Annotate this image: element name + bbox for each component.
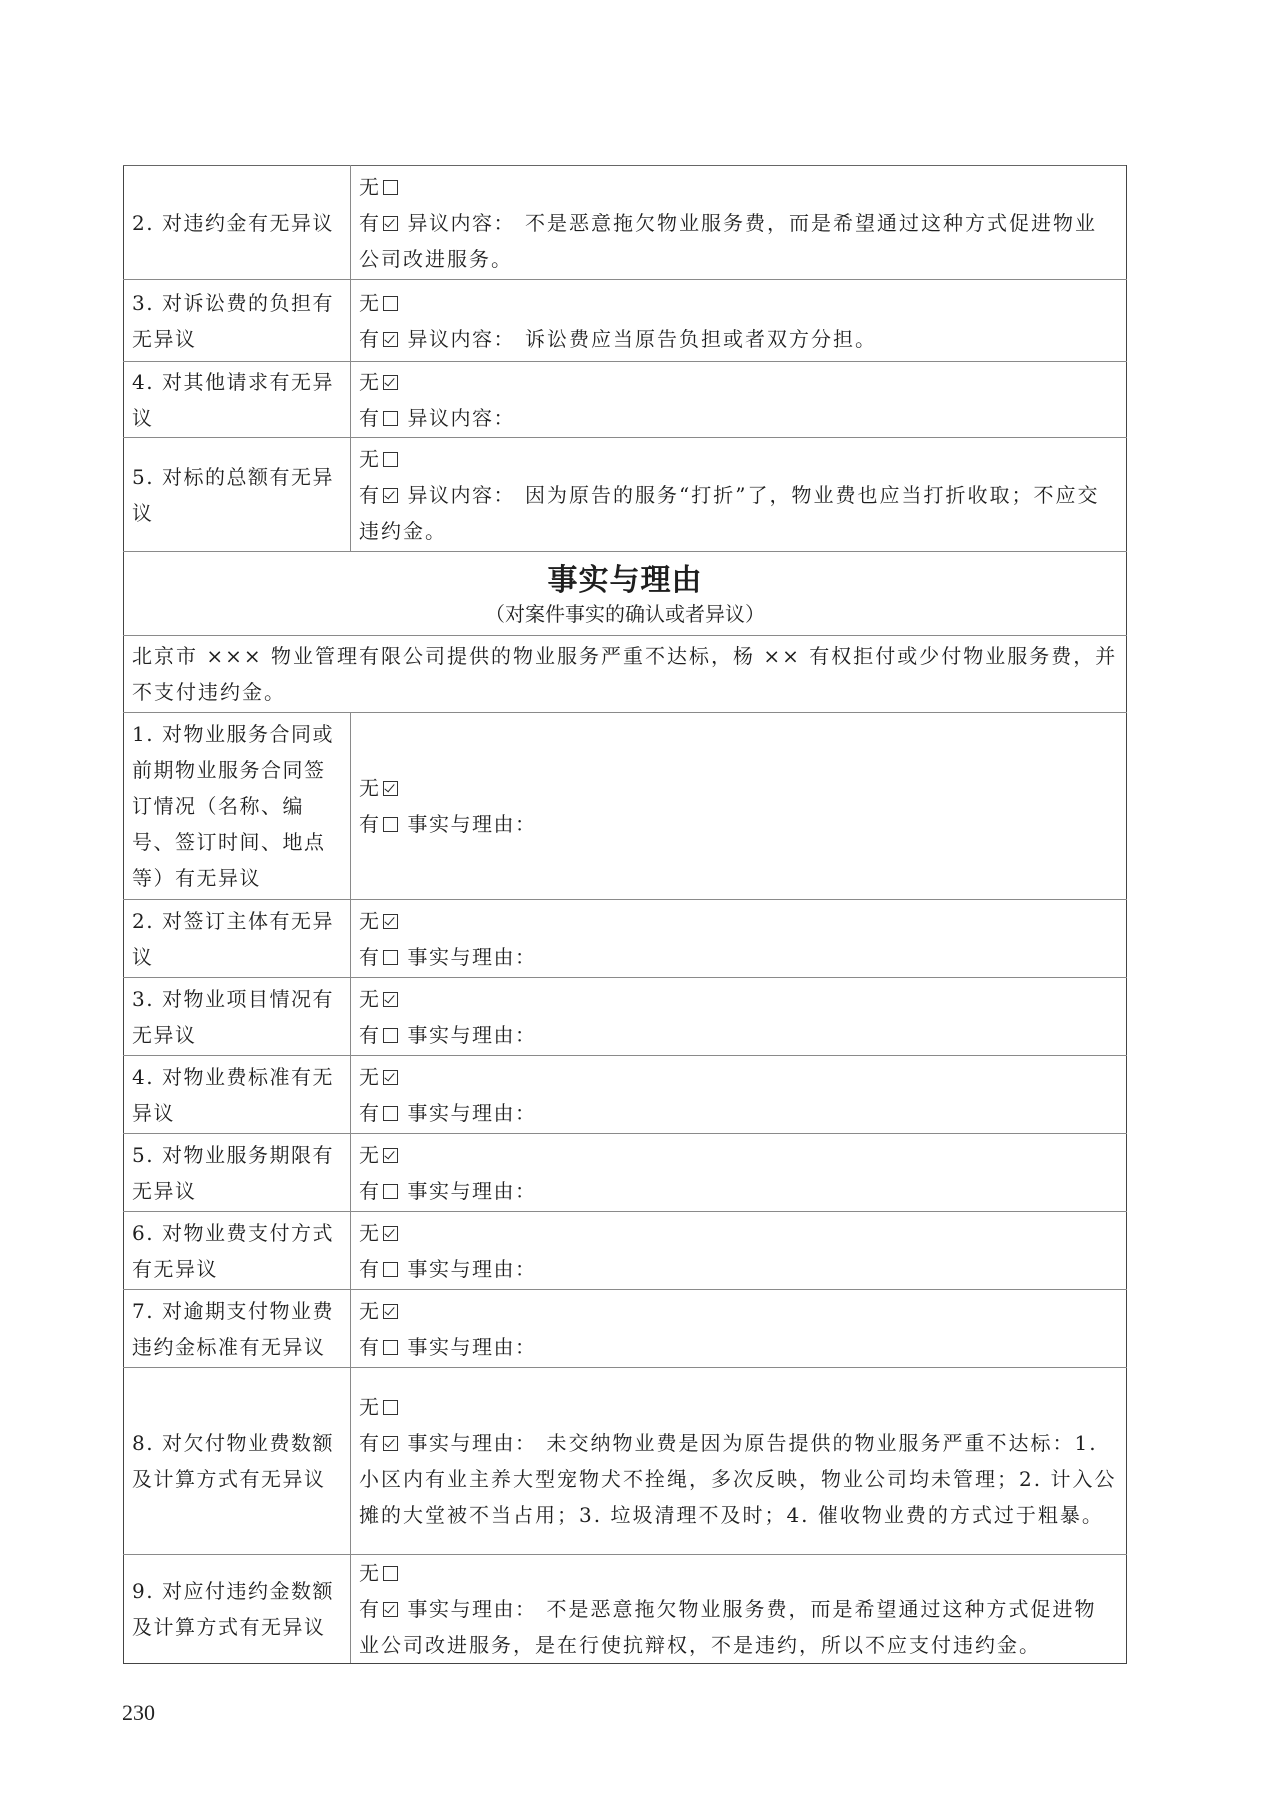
- facts-reasons-label: 事实与理由：: [407, 1256, 537, 1281]
- objection-content-label: 异议内容：: [407, 210, 515, 235]
- option-yes-label: 有: [359, 1597, 381, 1621]
- answer-cell: [351, 1056, 1127, 1134]
- option-yes: [359, 1251, 1118, 1287]
- option-yes: [359, 1425, 1118, 1533]
- fact-row-payment-method: [124, 1212, 1127, 1290]
- option-no-label: 无: [359, 1395, 381, 1419]
- fact-row-contract: [124, 713, 1127, 900]
- option-yes: [359, 1173, 1118, 1209]
- answer-cell: [351, 166, 1127, 280]
- answer-cell: [351, 438, 1127, 552]
- option-no: [359, 1215, 1118, 1251]
- facts-detail: 不是恶意拖欠物业服务费，而是希望通过这种方式促进物业公司改进服务，是在行使抗辩权，不是违约，所以不应支付违约金。: [359, 1597, 1097, 1657]
- option-yes-label: 有: [359, 1334, 381, 1359]
- checkbox-yes[interactable]: [383, 1028, 398, 1043]
- section-header: [124, 552, 1127, 636]
- checkbox-no[interactable]: [383, 1148, 398, 1163]
- answer-cell: [351, 1555, 1127, 1664]
- option-no-label: 无: [359, 776, 381, 800]
- objection-detail: 因为原告的服务“打折”了，物业费也应当打折收取；不应交违约金。: [359, 482, 1100, 543]
- option-yes-label: 有: [359, 482, 381, 507]
- question-cell: 3. 对诉讼费的负担有无异议: [124, 280, 351, 362]
- option-no: [359, 1293, 1118, 1329]
- answer-cell: [351, 713, 1127, 900]
- checkbox-yes[interactable]: [383, 216, 398, 231]
- option-yes: [359, 400, 1118, 436]
- facts-reasons-label: 事实与理由：: [407, 1597, 537, 1621]
- question-cell: 3. 对物业项目情况有无异议: [124, 978, 351, 1056]
- option-no: [359, 1555, 1118, 1591]
- answer-cell: [351, 1368, 1127, 1555]
- facts-reasons-label: 事实与理由：: [407, 812, 537, 836]
- option-yes-label: 有: [359, 1178, 381, 1203]
- fact-row-penalty-amount: [124, 1555, 1127, 1664]
- section-subtitle: （对案件事实的确认或者异议）: [485, 601, 765, 626]
- facts-statement: 北京市 ××× 物业管理有限公司提供的物业服务严重不达标，杨 ×× 有权拒付或少付物业服务费，并不支付违约金。: [124, 636, 1127, 713]
- objection-row-total-amount: [124, 438, 1127, 552]
- option-no: [359, 1389, 1118, 1425]
- option-no: [359, 1137, 1118, 1173]
- option-yes: [359, 806, 1118, 842]
- statement-row: [124, 636, 1127, 713]
- checkbox-yes[interactable]: [383, 1106, 398, 1121]
- answer-cell: [351, 900, 1127, 978]
- objection-content-label: 异议内容：: [407, 405, 515, 430]
- objection-detail: 不是恶意拖欠物业服务费，而是希望通过这种方式促进物业公司改进服务。: [359, 210, 1097, 271]
- option-yes-label: 有: [359, 1022, 381, 1047]
- option-yes: [359, 205, 1118, 277]
- fact-row-arrears-amount: [124, 1368, 1127, 1555]
- option-no-label: 无: [359, 1142, 381, 1167]
- answer-cell: [351, 362, 1127, 438]
- option-yes-label: 有: [359, 1256, 381, 1281]
- answer-cell: [351, 280, 1127, 362]
- option-yes: [359, 1095, 1118, 1131]
- option-no: [359, 981, 1118, 1017]
- checkbox-no[interactable]: [383, 1226, 398, 1241]
- facts-reasons-label: 事实与理由：: [407, 1334, 537, 1359]
- section-title: 事实与理由: [547, 562, 703, 598]
- checkbox-no[interactable]: [383, 1070, 398, 1085]
- option-yes: [359, 1591, 1118, 1663]
- checkbox-no[interactable]: [383, 1400, 398, 1415]
- option-yes: [359, 1017, 1118, 1053]
- objection-content-label: 异议内容：: [407, 482, 515, 507]
- question-cell: 9. 对应付违约金数额及计算方式有无异议: [124, 1555, 351, 1664]
- option-no-label: 无: [359, 1298, 381, 1323]
- question-cell: 2. 对违约金有无异议: [124, 166, 351, 280]
- option-no: [359, 441, 1118, 477]
- option-no: [359, 1059, 1118, 1095]
- checkbox-yes[interactable]: [383, 950, 398, 965]
- option-no-label: 无: [359, 446, 381, 471]
- option-yes-label: 有: [359, 1100, 381, 1125]
- answer-cell: [351, 1134, 1127, 1212]
- checkbox-yes[interactable]: [383, 817, 398, 832]
- option-yes-label: 有: [359, 210, 381, 235]
- checkbox-yes[interactable]: [383, 1262, 398, 1277]
- facts-reasons-label: 事实与理由：: [407, 1178, 537, 1203]
- question-cell: 4. 对其他请求有无异议: [124, 362, 351, 438]
- objection-row-other-claims: [124, 362, 1127, 438]
- option-yes: [359, 321, 1118, 357]
- checkbox-yes[interactable]: [383, 1184, 398, 1199]
- question-cell: 2. 对签订主体有无异议: [124, 900, 351, 978]
- option-no-label: 无: [359, 290, 381, 315]
- option-yes: [359, 477, 1118, 549]
- checkbox-no[interactable]: [383, 1566, 398, 1581]
- fact-row-service-term: [124, 1134, 1127, 1212]
- facts-detail: 未交纳物业费是因为原告提供的物业服务严重不达标：1. 小区内有业主养大型宠物犬不拴绳，多次反映，物业公司均未管理；2. 计入公摊的大堂被不当占用；3. 垃圾清理不及时；4. 催收物业费的方式过于粗暴。: [359, 1431, 1117, 1527]
- answer-cell: [351, 978, 1127, 1056]
- option-no-label: 无: [359, 174, 381, 199]
- question-cell: 6. 对物业费支付方式有无异议: [124, 1212, 351, 1290]
- objection-content-label: 异议内容：: [407, 326, 515, 351]
- checkbox-yes[interactable]: [383, 1340, 398, 1355]
- option-yes: [359, 939, 1118, 975]
- checkbox-yes[interactable]: [383, 332, 398, 347]
- option-no-label: 无: [359, 369, 381, 394]
- option-yes-label: 有: [359, 326, 381, 351]
- question-cell: 1. 对物业服务合同或前期物业服务合同签订情况（名称、编号、签订时间、地点等）有无异议: [124, 713, 351, 900]
- checkbox-no[interactable]: [383, 375, 398, 390]
- option-yes: [359, 1329, 1118, 1365]
- question-cell: 7. 对逾期支付物业费违约金标准有无异议: [124, 1290, 351, 1368]
- answer-cell: [351, 1290, 1127, 1368]
- checkbox-yes[interactable]: [383, 1436, 398, 1451]
- option-no-label: 无: [359, 1064, 381, 1089]
- option-yes-label: 有: [359, 405, 381, 430]
- option-no: [359, 903, 1118, 939]
- option-yes-label: 有: [359, 944, 381, 969]
- option-no: [359, 770, 1118, 806]
- question-cell: 5. 对标的总额有无异议: [124, 438, 351, 552]
- option-no: [359, 285, 1118, 321]
- question-cell: 8. 对欠付物业费数额及计算方式有无异议: [124, 1368, 351, 1555]
- checkbox-no[interactable]: [383, 296, 398, 311]
- option-yes-label: 有: [359, 1431, 381, 1455]
- fact-row-late-penalty-standard: [124, 1290, 1127, 1368]
- facts-reasons-label: 事实与理由：: [407, 944, 537, 969]
- option-no-label: 无: [359, 1220, 381, 1245]
- question-cell: 5. 对物业服务期限有无异议: [124, 1134, 351, 1212]
- option-no-label: 无: [359, 908, 381, 933]
- fact-row-signing-party: [124, 900, 1127, 978]
- facts-reasons-label: 事实与理由：: [407, 1100, 537, 1125]
- page-number: 230: [122, 1700, 155, 1725]
- objection-row-litigation-fee: [124, 280, 1127, 362]
- option-no: [359, 169, 1118, 205]
- question-cell: 4. 对物业费标准有无异议: [124, 1056, 351, 1134]
- checkbox-no[interactable]: [383, 992, 398, 1007]
- checkbox-yes[interactable]: [383, 1602, 398, 1617]
- option-no: [359, 364, 1118, 400]
- response-form-table: [123, 165, 1127, 1664]
- answer-cell: [351, 1212, 1127, 1290]
- checkbox-no[interactable]: [383, 1304, 398, 1319]
- option-no-label: 无: [359, 1561, 381, 1585]
- checkbox-no[interactable]: [383, 180, 398, 195]
- objection-row-penalty: [124, 166, 1127, 280]
- checkbox-no[interactable]: [383, 781, 398, 796]
- facts-reasons-label: 事实与理由：: [407, 1431, 537, 1455]
- facts-reasons-label: 事实与理由：: [407, 1022, 537, 1047]
- fact-row-fee-standard: [124, 1056, 1127, 1134]
- option-yes-label: 有: [359, 812, 381, 836]
- option-no-label: 无: [359, 986, 381, 1011]
- section-header-row: [124, 552, 1127, 636]
- checkbox-no[interactable]: [383, 452, 398, 467]
- objection-detail: 诉讼费应当原告负担或者双方分担。: [525, 326, 877, 351]
- checkbox-yes[interactable]: [383, 488, 398, 503]
- fact-row-project: [124, 978, 1127, 1056]
- checkbox-yes[interactable]: [383, 411, 398, 426]
- checkbox-no[interactable]: [383, 914, 398, 929]
